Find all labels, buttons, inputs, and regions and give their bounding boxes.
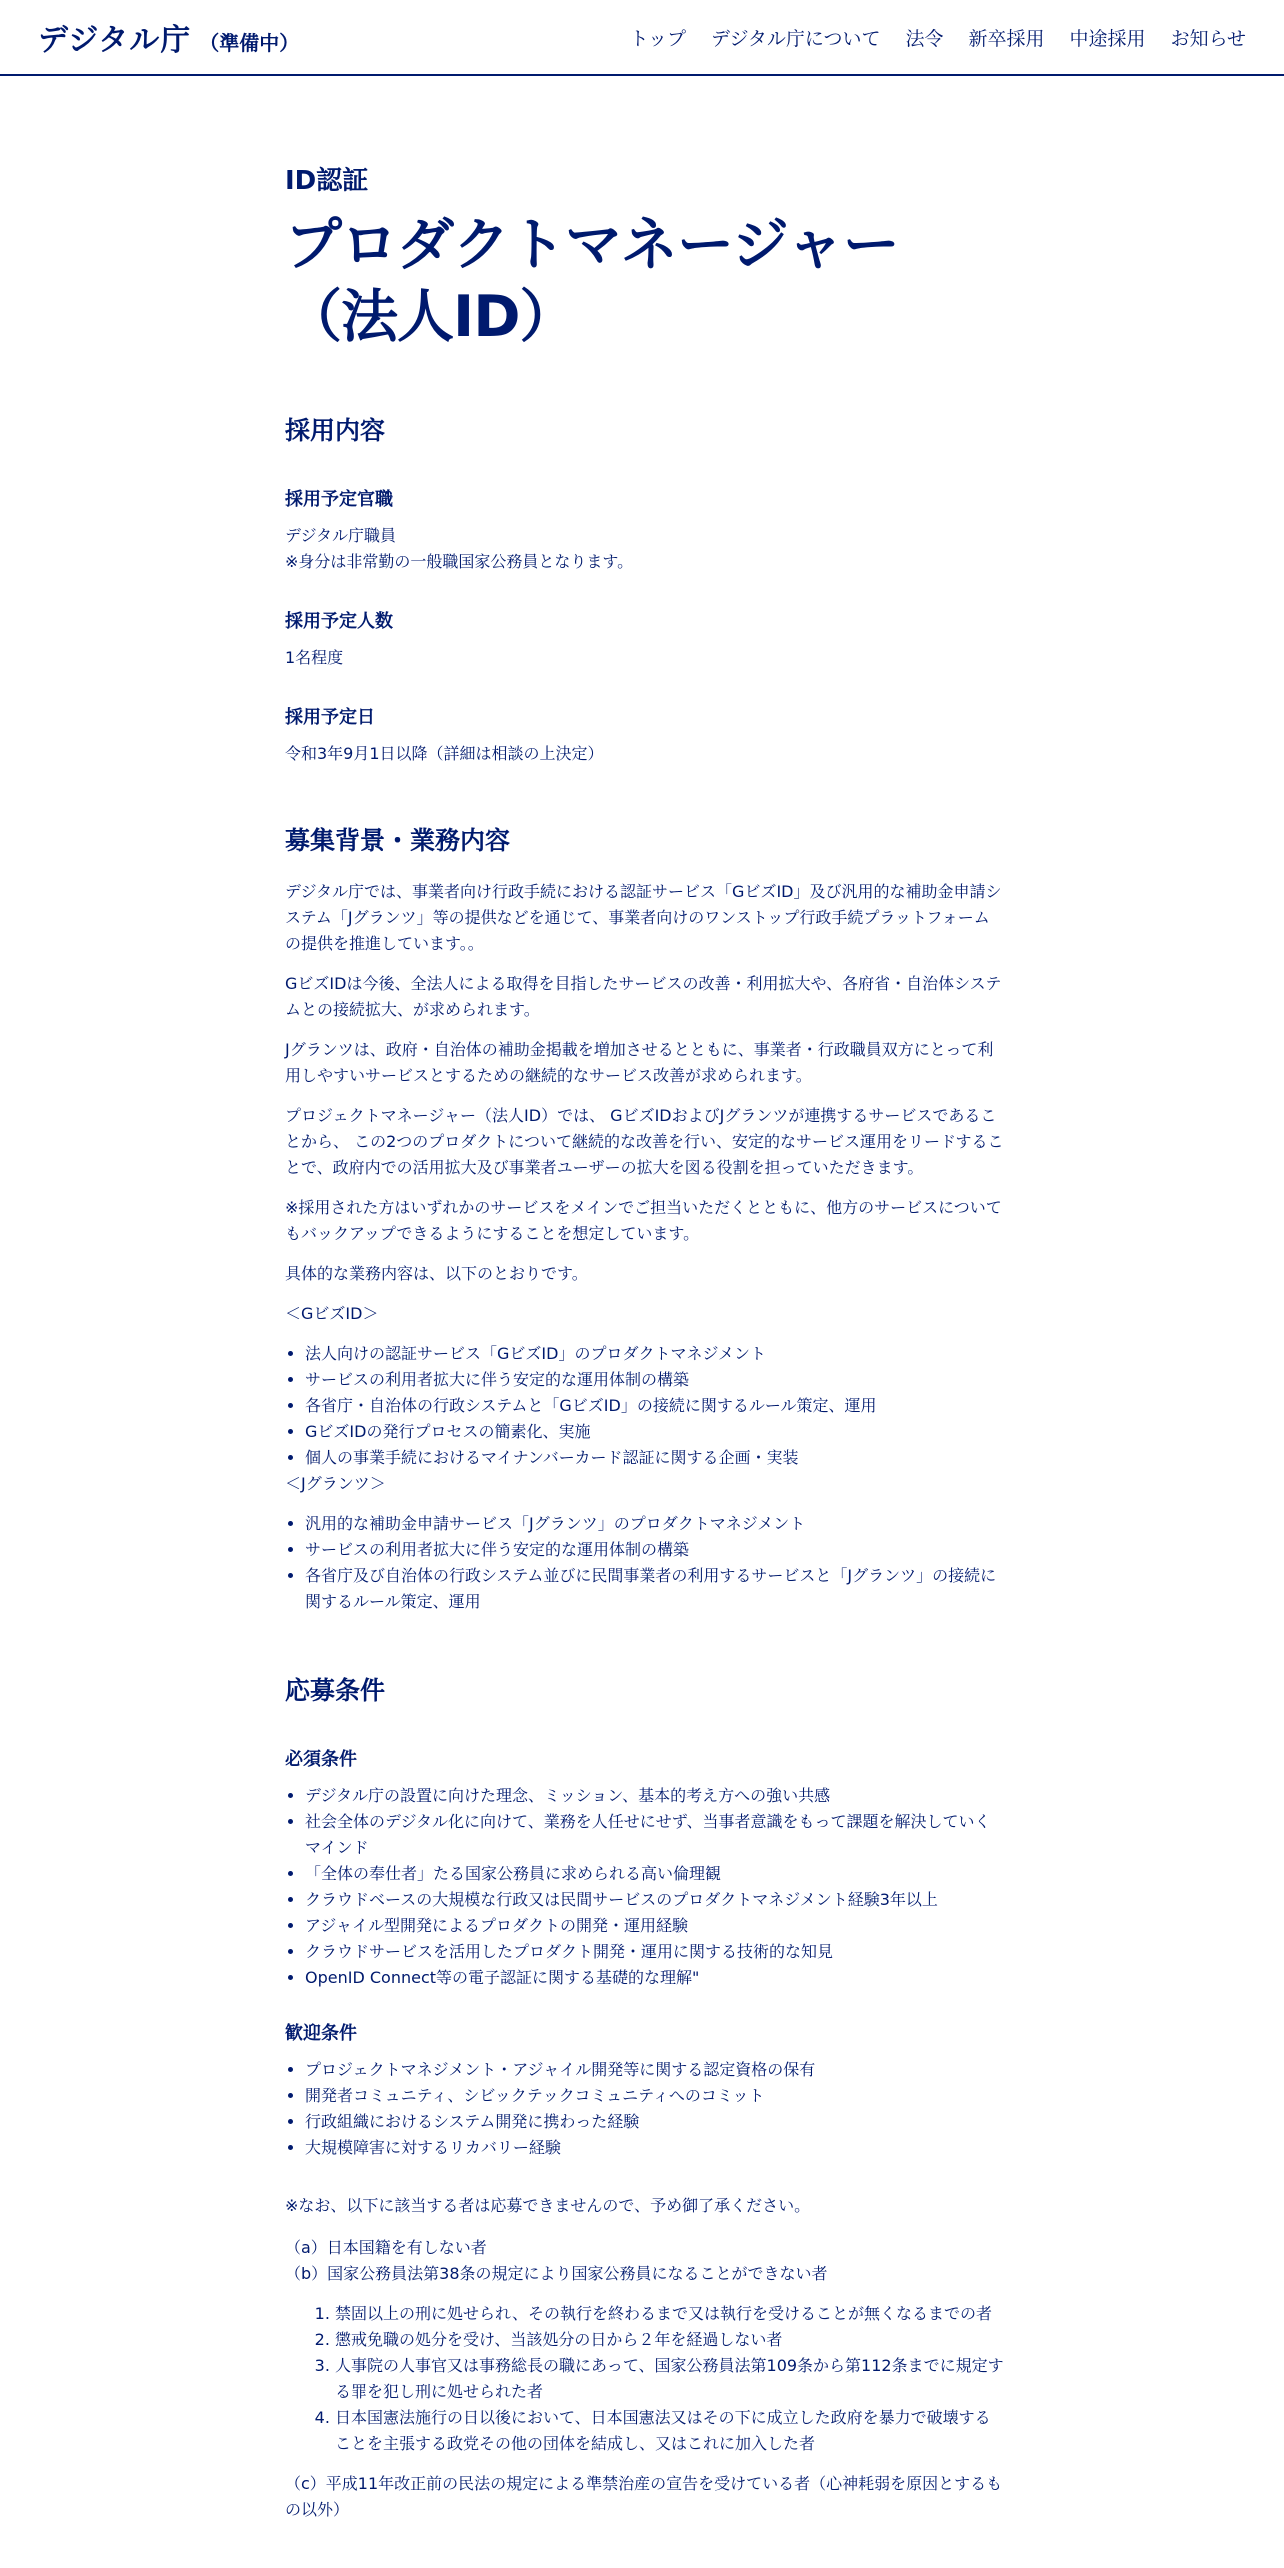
condition-b: （b）国家公務員法第38条の規定により国家公務員になることができない者 (285, 2264, 828, 2283)
list-item: 3. 人事院の人事官又は事務総長の職にあって、国家公務員法第109条から第112条までに規定する罪を犯し刑に処せられた者 (335, 2353, 1005, 2405)
list-item: • アジャイル型開発によるプロダクトの開発・運用経験 (305, 1913, 1005, 1939)
nav-about[interactable]: デジタル庁について (711, 27, 881, 50)
background-paragraph: 具体的な業務内容は、以下のとおりです。 (285, 1264, 588, 1283)
list-item: 2. 懲戒免職の処分を受け、当該処分の日から２年を経過しない者 (335, 2327, 1005, 2353)
page-category: ID認証 (285, 166, 369, 196)
list-item: • 大規模障害に対するリカバリー経験 (305, 2135, 1005, 2161)
page-title: プロダクトマネージャー（法人ID） (285, 212, 899, 350)
position-note: ※身分は非常勤の一般職国家公務員となります。 (285, 552, 634, 571)
position-label: 採用予定官職 (285, 489, 393, 510)
position-value: デジタル庁職員 (285, 526, 397, 545)
required-list (285, 1783, 1005, 1991)
list-item: • サービスの利用者拡大に伴う安定的な運用体制の構築 (305, 1367, 1005, 1393)
list-item: • 法人向けの認証サービス「GビズID」のプロダクトマネジメント (305, 1341, 1005, 1367)
condition-a: （a）日本国籍を有しない者 (285, 2238, 487, 2257)
main-content (285, 78, 1005, 2523)
jgrants-list (285, 1511, 1005, 1615)
count-value: 1名程度 (285, 648, 344, 667)
background-paragraph: Jグランツは、政府・自治体の補助金掲載を増加させるとともに、事業者・行政職員双方にとって利用しやすいサービスとするための継続的なサービス改善が求められます。 (285, 1040, 994, 1085)
list-item: • GビズIDの発行プロセスの簡素化、実施 (305, 1419, 1005, 1445)
site-logo[interactable] (38, 15, 299, 59)
list-item: • 「全体の奉仕者」たる国家公務員に求められる高い倫理観 (305, 1861, 1005, 1887)
main-nav (605, 24, 1246, 51)
logo-subtext: （準備中） (199, 31, 300, 55)
recruit-heading: 採用内容 (285, 416, 386, 445)
date-value: 令和3年9月1日以降（詳細は相談の上決定） (285, 744, 604, 763)
recruit-section (285, 411, 1005, 767)
background-paragraph: デジタル庁では、事業者向け行政手続における認証サービス「GビズID」及び汎用的な補助金申請システム「Jグランツ」等の提供などを通じて、事業者向けのワンストップ行政手続プラットフォームの提供を推進しています。。 (285, 882, 1002, 953)
list-item: • クラウドサービスを活用したプロダクト開発・運用に関する技術的な知見 (305, 1939, 1005, 1965)
list-item: • 各省庁及び自治体の行政システム並びに民間事業者の利用するサービスと「Jグランツ」の接続に関するルール策定、運用 (305, 1563, 1005, 1615)
count-label: 採用予定人数 (285, 611, 393, 632)
background-paragraph: GビズIDは今後、全法人による取得を目指したサービスの改善・利用拡大や、各府省・自治体システムとの接続拡大、が求められます。 (285, 974, 1002, 1019)
nav-law[interactable]: 法令 (905, 27, 944, 50)
list-item: • サービスの利用者拡大に伴う安定的な運用体制の構築 (305, 1537, 1005, 1563)
gbiz-heading: ＜GビズID＞ (285, 1304, 379, 1323)
list-item: • 行政組織におけるシステム開発に携わった経験 (305, 2109, 1005, 2135)
requirements-heading: 応募条件 (285, 1676, 386, 1705)
nav-new-grad[interactable]: 新卒採用 (968, 27, 1045, 50)
jgrants-heading: ＜Jグランツ＞ (285, 1474, 386, 1493)
background-section (285, 821, 1005, 1615)
nav-news[interactable]: お知らせ (1170, 27, 1246, 50)
list-item: • 社会全体のデジタル化に向けて、業務を人任せにせず、当事者意識をもって課題を解決していくマインド (305, 1809, 1005, 1861)
gbiz-list (285, 1341, 1005, 1471)
list-item: • 開発者コミュニティ、シビックテックコミュニティへのコミット (305, 2083, 1005, 2109)
list-item: • デジタル庁の設置に向けた理念、ミッション、基本的考え方への強い共感 (305, 1783, 1005, 1809)
welcome-label: 歓迎条件 (285, 2023, 357, 2044)
required-label: 必須条件 (285, 1749, 357, 1770)
list-item: • クラウドベースの大規模な行政又は民間サービスのプロダクトマネジメント経験3年以上 (305, 1887, 1005, 1913)
date-label: 採用予定日 (285, 707, 375, 728)
condition-b-list (285, 2301, 1005, 2457)
site-header (0, 0, 1284, 76)
logo-text[interactable]: デジタル庁 (38, 23, 192, 58)
list-item: • 個人の事業手続におけるマイナンバーカード認証に関する企画・実装 (305, 1445, 1005, 1471)
list-item: • プロジェクトマネジメント・アジャイル開発等に関する認定資格の保有 (305, 2057, 1005, 2083)
list-item: 1. 禁固以上の刑に処せられ、その執行を終わるまで又は執行を受けることが無くなるまでの者 (335, 2301, 1005, 2327)
background-paragraph: プロジェクトマネージャー（法人ID）では、 GビズIDおよびJグランツが連携するサービスであることから、 この2つのプロダクトについて継続的な改善を行い、安定的なサービス運用をリードすることで、政府内での活用拡大及び事業者ユーザーの拡大を図る役割を担っていただきます。 (285, 1106, 1004, 1177)
nav-top[interactable]: トップ (629, 27, 687, 50)
requirements-section (285, 1671, 1005, 2523)
background-paragraph: ※採用された方はいずれかのサービスをメインでご担当いただくとともに、他方のサービスについてもバックアップできるようにすることを想定しています。 (285, 1198, 1002, 1243)
list-item: 4. 日本国憲法施行の日以後において、日本国憲法又はその下に成立した政府を暴力で破壊することを主張する政党その他の団体を結成し、又はこれに加入した者 (335, 2405, 1005, 2457)
condition-c: （c）平成11年改正前の民法の規定による準禁治産の宣告を受けている者（心神耗弱を原因とするもの以外） (285, 2474, 1003, 2519)
list-item: • OpenID Connect等の電子認証に関する基礎的な理解" (305, 1965, 1005, 1991)
disqualification-note: ※なお、以下に該当する者は応募できませんので、予め御了承ください。 (285, 2196, 811, 2215)
list-item: • 各省庁・自治体の行政システムと「GビズID」の接続に関するルール策定、運用 (305, 1393, 1005, 1419)
welcome-list (285, 2057, 1005, 2161)
background-heading: 募集背景・業務内容 (285, 826, 511, 855)
nav-mid-career[interactable]: 中途採用 (1069, 27, 1146, 50)
list-item: • 汎用的な補助金申請サービス「Jグランツ」のプロダクトマネジメント (305, 1511, 1005, 1537)
